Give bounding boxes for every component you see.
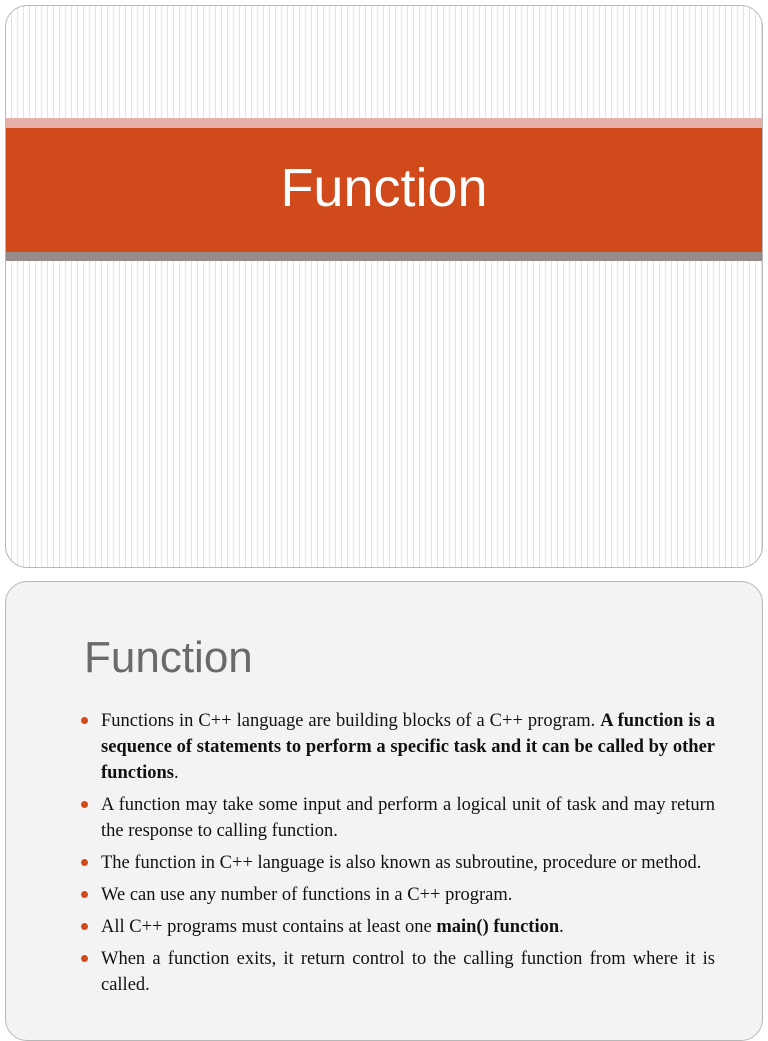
bullet-dot-icon — [81, 717, 88, 724]
bullet-dot-icon — [81, 955, 88, 962]
bullet-tail: . — [174, 763, 179, 783]
bullet-text: We can use any number of functions in a C++ program. — [101, 885, 513, 905]
bullet-dot-icon — [81, 923, 88, 930]
bullet-list — [101, 708, 715, 1004]
bullet-dot-icon — [81, 891, 88, 898]
content-slide — [5, 581, 763, 1041]
title-band-bottom-stripe — [6, 252, 762, 261]
bullet-dot-icon — [81, 801, 88, 808]
bullet-text: All C++ programs must contains at least one — [101, 917, 437, 937]
bullet-item — [101, 708, 715, 786]
bullet-text: When a function exits, it return control to the calling function from where it is called. — [101, 949, 715, 995]
bullet-item — [101, 882, 715, 908]
slide-title: Function — [280, 158, 488, 218]
bullet-dot-icon — [81, 859, 88, 866]
bullet-item — [101, 850, 715, 876]
bullet-item — [101, 914, 715, 940]
bullet-tail: . — [559, 917, 564, 937]
bullet-bold-text: main() function — [436, 917, 560, 937]
bullet-text: A function may take some input and perform a logical unit of task and may return the response to calling function. — [101, 795, 715, 841]
content-slide-title: Function — [84, 633, 253, 682]
title-slide — [5, 5, 763, 568]
bullet-bold-text: A function is a sequence of statements to perform a specific task and it can be called by other functions — [101, 711, 716, 783]
bullet-item — [101, 946, 715, 998]
bullet-text: The function in C++ language is also known as subroutine, procedure or method. — [101, 853, 702, 873]
bullet-item — [101, 792, 715, 844]
title-band-top-stripe — [6, 118, 762, 128]
bullet-text: Functions in C++ language are building blocks of a C++ program. — [101, 711, 601, 731]
